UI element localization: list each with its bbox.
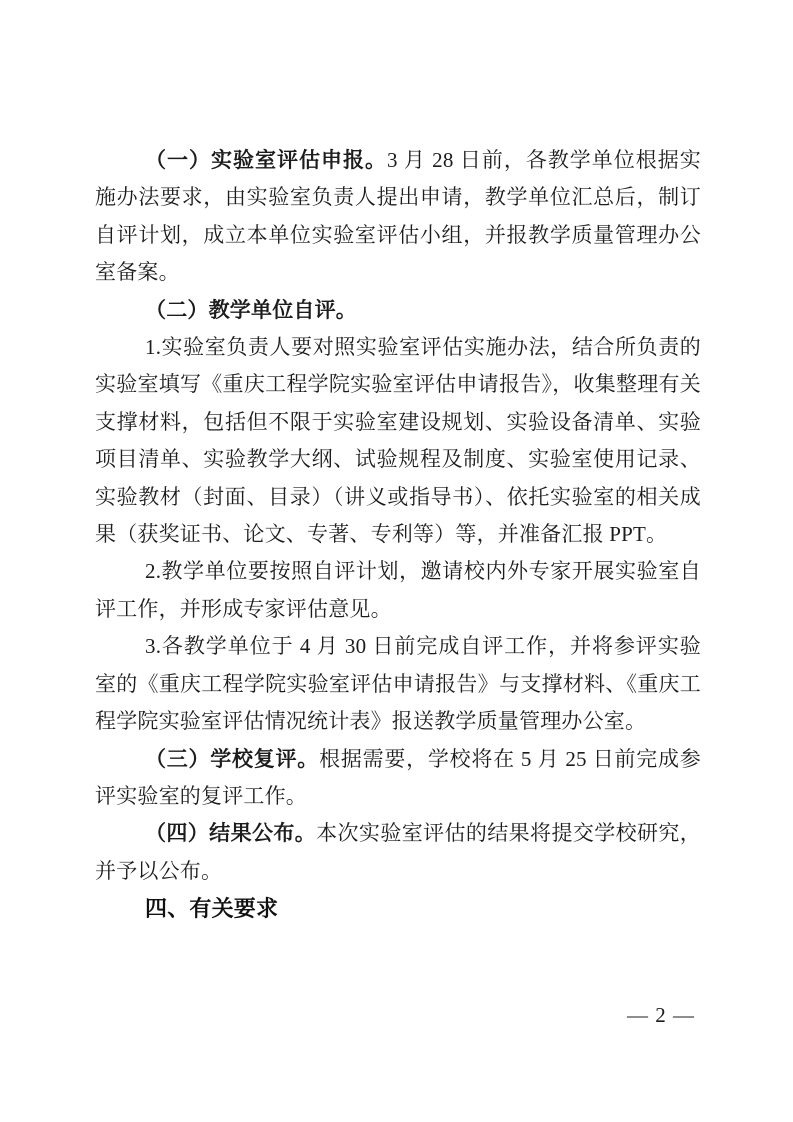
page-number: — 2 — — [627, 1003, 695, 1027]
section-heading: 四、有关要求 — [145, 896, 279, 922]
paragraph-text: 根据需要，学校将在 5 月 25 日前完成参评实验室的复评工作。 — [95, 746, 701, 808]
paragraph-lead: （四）结果公布。 — [145, 821, 317, 846]
paragraph-text: 1.实验室负责人要对照实验室评估实施办法，结合所负责的实验室填写《重庆工程学院实验室评估申请报告》，收集整理有关支撑材料，包括但不限于实验室建设规划、实验设备清单、实验项目清单、实验教学大纲、试验规程及制度、实验室使用记录、实验教材（封面、目录）（讲义或指导书）、依托实验室的相关成果（获奖证书、论文、专著、专利等）等，并准备汇报 PPT。 — [95, 335, 701, 547]
paragraph-text: 3.各教学单位于 4 月 30 日前完成自评工作，并将参评实验室的《重庆工程学院实验室评估申请报告》与支撑材料、《重庆工程学院实验室评估情况统计表》报送教学质量管理办公室。 — [95, 634, 701, 734]
paragraph-lead: （一）实验室评估申报。 — [145, 148, 387, 172]
paragraph — [95, 741, 701, 816]
paragraph — [95, 628, 701, 740]
paragraph-lead: （二）教学单位自评。 — [145, 297, 357, 322]
paragraph — [95, 292, 701, 329]
paragraph-lead: （三）学校复评。 — [145, 746, 320, 771]
document-body — [95, 142, 701, 928]
paragraph-text: 3 月 28 日前，各教学单位根据实施办法要求，由实验室负责人提出申请，教学单位汇总后，制订自评计划，成立本单位实验室评估小组，并报教学质量管理办公室备案。 — [95, 148, 701, 285]
paragraph — [95, 553, 701, 628]
paragraph-text: 本次实验室评估的结果将提交学校研究，并予以公布。 — [95, 821, 701, 883]
paragraph — [95, 142, 701, 292]
paragraph — [95, 815, 701, 890]
paragraph-text: 2.教学单位要按照自评计划，邀请校内外专家开展实验室自评工作，并形成专家评估意见。 — [95, 559, 701, 621]
paragraph — [95, 329, 701, 553]
